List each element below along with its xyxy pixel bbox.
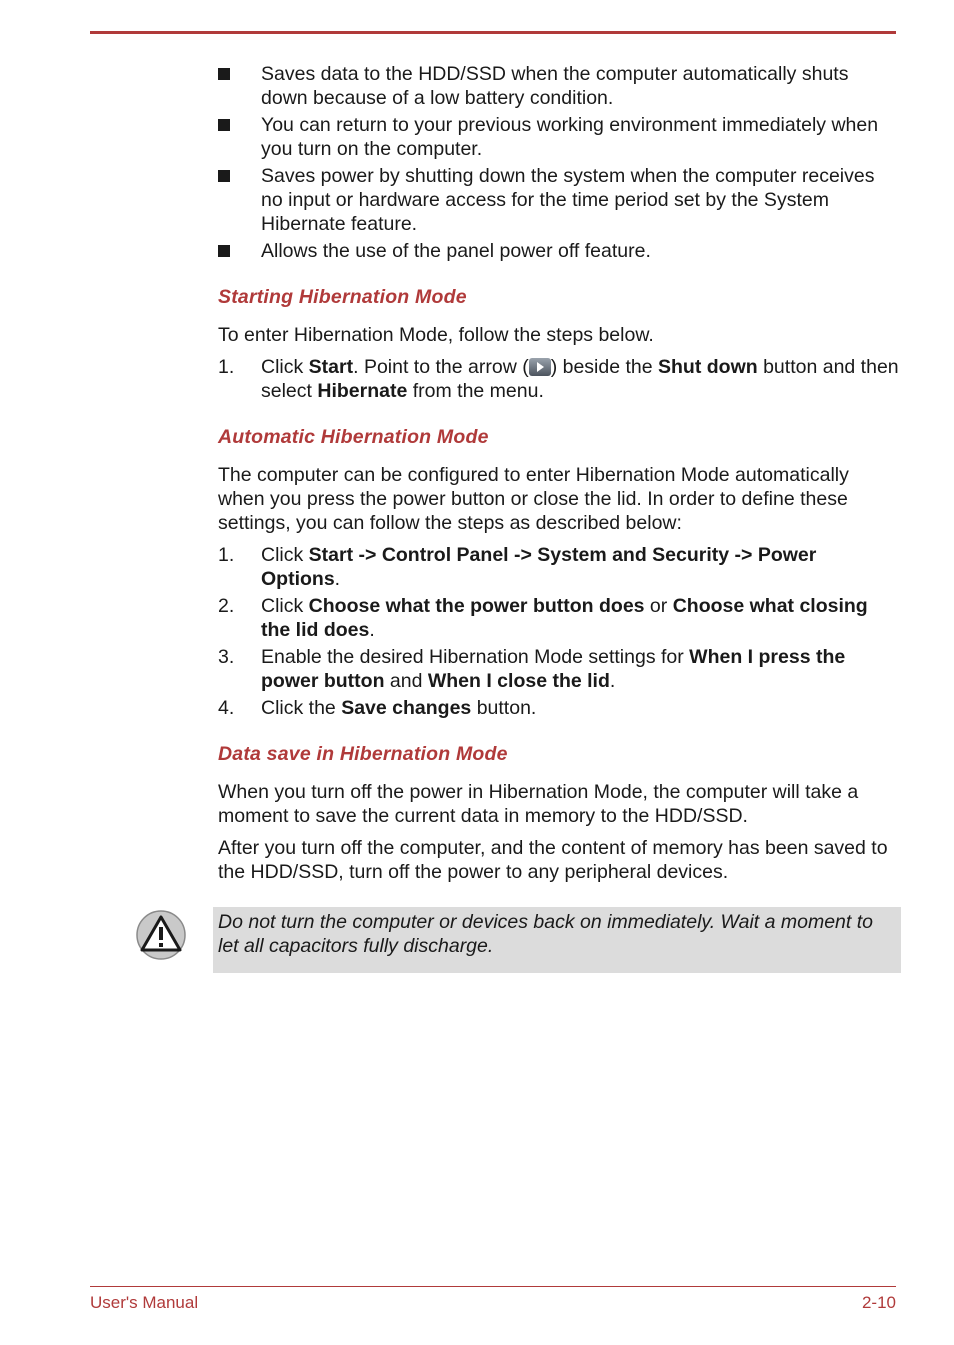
page-content bbox=[218, 62, 900, 892]
list-item: You can return to your previous working environment immediately when you turn on the computer. bbox=[218, 113, 900, 161]
page-number: 2-10 bbox=[861, 1293, 896, 1312]
datasave-paragraph: After you turn off the computer, and the content of memory has been saved to the HDD/SSD, turn off the power to any peripheral devices. bbox=[218, 837, 888, 883]
square-bullet-icon bbox=[218, 170, 230, 182]
starting-intro: To enter Hibernation Mode, follow the steps below. bbox=[218, 324, 654, 346]
automatic-intro: The computer can be configured to enter Hibernation Mode automatically when you press the power button or close the lid. In order to define these settings, you can follow the steps as described below: bbox=[218, 464, 849, 534]
caution-note bbox=[213, 907, 901, 973]
arrow-right-icon bbox=[529, 358, 551, 376]
step-item: 1. Click Start -> Control Panel -> System and Security -> Power Options. bbox=[218, 544, 817, 590]
square-bullet-icon bbox=[218, 245, 230, 257]
square-bullet-icon bbox=[218, 68, 230, 80]
list-item: Saves data to the HDD/SSD when the computer automatically shuts down because of a low battery condition. bbox=[218, 62, 900, 110]
automatic-steps bbox=[218, 543, 900, 720]
step-item: 4. Click the Save changes button. bbox=[218, 697, 537, 719]
footer-manual-title: User's Manual bbox=[90, 1293, 199, 1312]
section-heading-automatic: Automatic Hibernation Mode bbox=[218, 426, 489, 448]
feature-list bbox=[218, 62, 900, 263]
square-bullet-icon bbox=[218, 119, 230, 131]
section-heading-datasave: Data save in Hibernation Mode bbox=[218, 743, 508, 765]
step-item: 3. Enable the desired Hibernation Mode settings for When I press the power button and When I close the lid. bbox=[218, 646, 846, 692]
datasave-paragraph: When you turn off the power in Hibernation Mode, the computer will take a moment to save the current data in memory to the HDD/SSD. bbox=[218, 781, 859, 827]
step-item: 2. Click Choose what the power button does or Choose what closing the lid does. bbox=[218, 595, 868, 641]
list-item: Allows the use of the panel power off feature. bbox=[218, 239, 900, 263]
section-heading-starting: Starting Hibernation Mode bbox=[218, 286, 467, 308]
list-item: Saves power by shutting down the system when the computer receives no input or hardware access for the time period set by the System Hibernate feature. bbox=[218, 164, 900, 236]
caution-note-text: Do not turn the computer or devices back on immediately. Wait a moment to let all capacitors fully discharge. bbox=[218, 911, 873, 957]
starting-steps bbox=[218, 355, 900, 403]
footer-rule bbox=[90, 1286, 896, 1287]
header-rule bbox=[90, 31, 896, 34]
warning-triangle-icon bbox=[135, 909, 187, 961]
step-item: 1. Click Start. Point to the arrow ( ) beside the Shut down button and then select Hibernate from the menu. bbox=[218, 356, 899, 402]
